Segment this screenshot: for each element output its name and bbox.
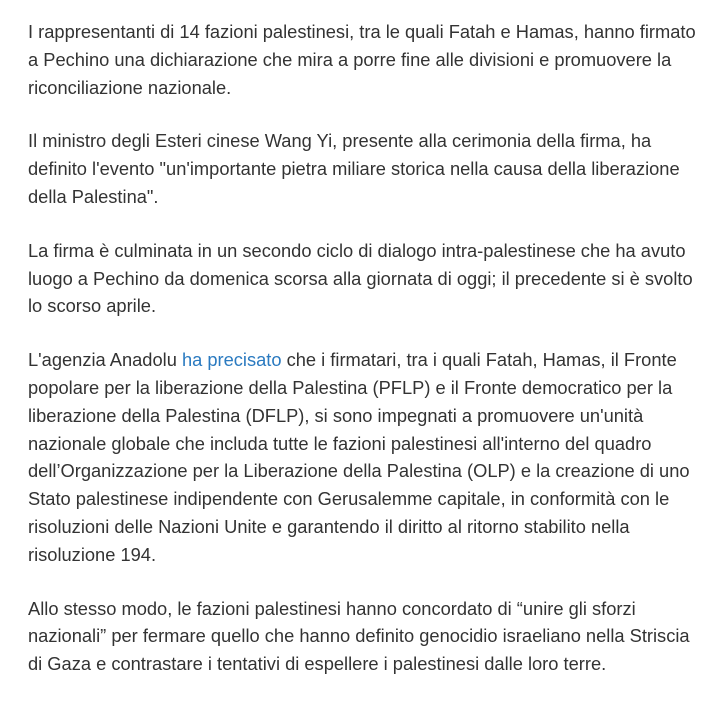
paragraph-4-after-link: che i firmatari, tra i quali Fatah, Hamas, il Fronte popolare per la liberazione della Palestina (PFLP) e il Fronte democratico per la liberazione della Palestina (DFLP), si sono impegnati a promuovere un'unità nazionale globale che includa tutte le fazioni palestinesi all'interno del quadro dell’Organizzazione per la Liberazione della Palestina (OLP) e la creazione di uno Stato palestinese indipendente con Gerusalemme capitale, in conformità con le risoluzioni delle Nazioni Unite e garantendo il diritto al ritorno stabilito nella risoluzione 194. [28, 349, 690, 565]
paragraph-4 [28, 346, 700, 568]
article-body [28, 18, 700, 704]
paragraph-3: La firma è culminata in un secondo ciclo di dialogo intra-palestinese che ha avuto luogo a Pechino da domenica scorsa alla giornata di oggi; il precedente si è svolto lo scorso aprile. [28, 239, 693, 317]
paragraph-1: I rappresentanti di 14 fazioni palestinesi, tra le quali Fatah e Hamas, hanno firmato a Pechino una dichiarazione che mira a porre fine alle divisioni e promuovere la riconciliazione nazionale. [28, 21, 696, 98]
paragraph-2: Il ministro degli Esteri cinese Wang Yi, presente alla cerimonia della firma, ha definito l'evento "un'importante pietra miliare storica nella causa della liberazione della Palestina". [28, 130, 680, 207]
ha-precisato-link[interactable]: ha precisato [181, 349, 282, 371]
paragraph-4-before-link: L'agenzia Anadolu [28, 349, 182, 371]
paragraph-5: Allo stesso modo, le fazioni palestinesi hanno concordato di “unire gli sforzi nazionali” per fermare quello che hanno definito genocidio israeliano nella Striscia di Gaza e contrastare i tentativi di espellere i palestinesi dalle loro terre. [28, 597, 690, 675]
